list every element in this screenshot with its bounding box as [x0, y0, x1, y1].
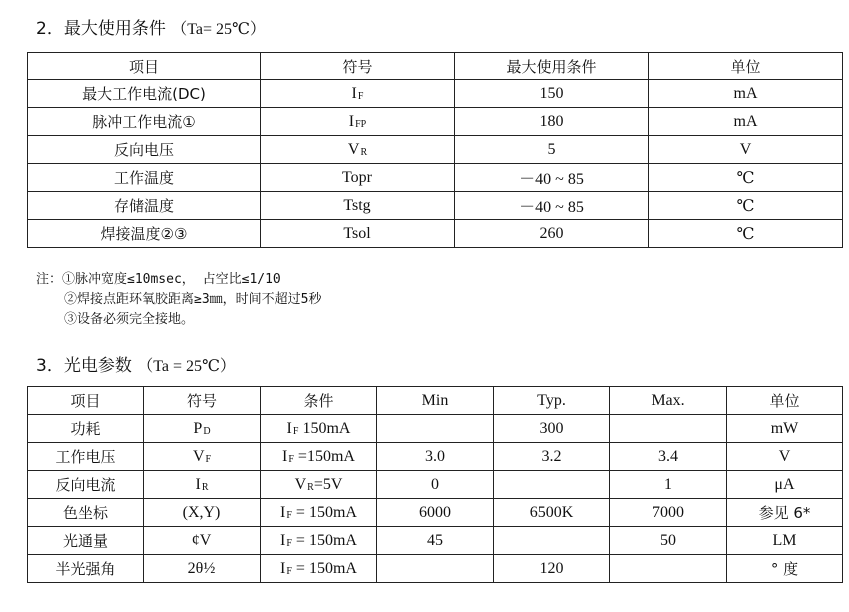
item-cell: 工作电压 — [28, 443, 144, 471]
table-row — [28, 80, 843, 108]
min-cell: 45 — [377, 527, 494, 555]
symbol-cell: Tsol — [261, 220, 455, 248]
item-cell: 色坐标 — [28, 499, 144, 527]
header-typ: Typ. — [494, 387, 610, 415]
symbol-cell: ¢V — [144, 527, 261, 555]
item-cell: 最大工作电流(DC) — [28, 80, 261, 108]
unit-cell: ℃ — [649, 192, 843, 220]
symbol-cell: $V_F$ — [144, 443, 261, 471]
unit-cell: LM — [727, 527, 843, 555]
value-cell: 180 — [455, 108, 649, 136]
item-cell: 光通量 — [28, 527, 144, 555]
table-row — [28, 471, 843, 499]
unit-cell: V — [727, 443, 843, 471]
condition-cell: $I_F = 150mA$ — [261, 527, 377, 555]
typ-cell — [494, 527, 610, 555]
table-row — [28, 443, 843, 471]
unit-cell: μA — [727, 471, 843, 499]
condition-cell: $I_F = 150mA$ — [261, 499, 377, 527]
min-cell: 0 — [377, 471, 494, 499]
table-row — [28, 555, 843, 583]
value-cell: 5 — [455, 136, 649, 164]
header-item: 项目 — [28, 53, 261, 80]
symbol-cell: $I_F$ — [261, 80, 455, 108]
symbol-cell: $I_R$ — [144, 471, 261, 499]
min-cell — [377, 415, 494, 443]
section3-condition: （Ta = 25℃） — [137, 358, 236, 375]
symbol-cell: 2θ½ — [144, 555, 261, 583]
symbol-cell: $P_D$ — [144, 415, 261, 443]
max-cell — [610, 415, 727, 443]
symbol-cell: Tstg — [261, 192, 455, 220]
item-cell: 功耗 — [28, 415, 144, 443]
section2-title: 2．最大使用条件 — [36, 19, 166, 39]
value-cell: 150 — [455, 80, 649, 108]
typ-cell: 300 — [494, 415, 610, 443]
unit-cell: ° 度 — [727, 555, 843, 583]
item-cell: 反向电压 — [28, 136, 261, 164]
footnotes — [36, 270, 321, 330]
header-max-condition: 最大使用条件 — [455, 53, 649, 80]
table-row — [28, 136, 843, 164]
header-max: Max. — [610, 387, 727, 415]
section3-title: 3．光电参数 — [36, 356, 132, 376]
table-header-row — [28, 387, 843, 415]
footnote-2: ②焊接点距环氧胶距离≥3㎜，时间不超过5秒 — [64, 292, 322, 307]
table-row — [28, 164, 843, 192]
condition-cell: $I_F$ 150mA — [261, 415, 377, 443]
header-min: Min — [377, 387, 494, 415]
table-row — [28, 192, 843, 220]
min-cell: 6000 — [377, 499, 494, 527]
value-cell: 260 — [455, 220, 649, 248]
header-condition: 条件 — [261, 387, 377, 415]
unit-cell: mA — [649, 108, 843, 136]
max-ratings-table — [27, 52, 843, 248]
condition-cell: $V_R=5V$ — [261, 471, 377, 499]
header-symbol: 符号 — [261, 53, 455, 80]
table-row — [28, 527, 843, 555]
section3-heading — [36, 351, 236, 376]
footnote-1: 注：①脉冲宽度≤10msec， 占空比≤1/10 — [36, 272, 281, 287]
item-cell: 存储温度 — [28, 192, 261, 220]
typ-cell — [494, 471, 610, 499]
unit-cell: V — [649, 136, 843, 164]
typ-cell: 3.2 — [494, 443, 610, 471]
unit-cell: ℃ — [649, 164, 843, 192]
value-cell: －40 ~ 85 — [455, 164, 649, 192]
min-cell — [377, 555, 494, 583]
item-cell: 脉冲工作电流① — [28, 108, 261, 136]
header-item: 项目 — [28, 387, 144, 415]
item-cell: 半光强角 — [28, 555, 144, 583]
footnote-3: ③设备必须完全接地。 — [64, 312, 195, 327]
unit-cell: 参见 6* — [727, 499, 843, 527]
header-unit: 单位 — [727, 387, 843, 415]
symbol-cell: (X,Y) — [144, 499, 261, 527]
table-row — [28, 220, 843, 248]
max-cell: 1 — [610, 471, 727, 499]
item-cell: 工作温度 — [28, 164, 261, 192]
optoelectronic-params-table — [27, 386, 843, 583]
min-cell: 3.0 — [377, 443, 494, 471]
symbol-cell: $I_{FP}$ — [261, 108, 455, 136]
typ-cell: 6500K — [494, 499, 610, 527]
value-cell: －40 ~ 85 — [455, 192, 649, 220]
item-cell: 反向电流 — [28, 471, 144, 499]
table-header-row — [28, 53, 843, 80]
table-row — [28, 108, 843, 136]
unit-cell: mA — [649, 80, 843, 108]
header-unit: 单位 — [649, 53, 843, 80]
max-cell — [610, 555, 727, 583]
section2-condition: （Ta= 25℃） — [171, 21, 266, 38]
table-row — [28, 415, 843, 443]
header-symbol: 符号 — [144, 387, 261, 415]
condition-cell: $I_F =150mA$ — [261, 443, 377, 471]
section2-heading — [36, 14, 266, 39]
table-row — [28, 499, 843, 527]
max-cell: 3.4 — [610, 443, 727, 471]
typ-cell: 120 — [494, 555, 610, 583]
condition-cell: $I_F = 150mA$ — [261, 555, 377, 583]
symbol-cell: $V_R$ — [261, 136, 455, 164]
max-cell: 50 — [610, 527, 727, 555]
item-cell: 焊接温度②③ — [28, 220, 261, 248]
unit-cell: ℃ — [649, 220, 843, 248]
symbol-cell: Topr — [261, 164, 455, 192]
unit-cell: mW — [727, 415, 843, 443]
max-cell: 7000 — [610, 499, 727, 527]
